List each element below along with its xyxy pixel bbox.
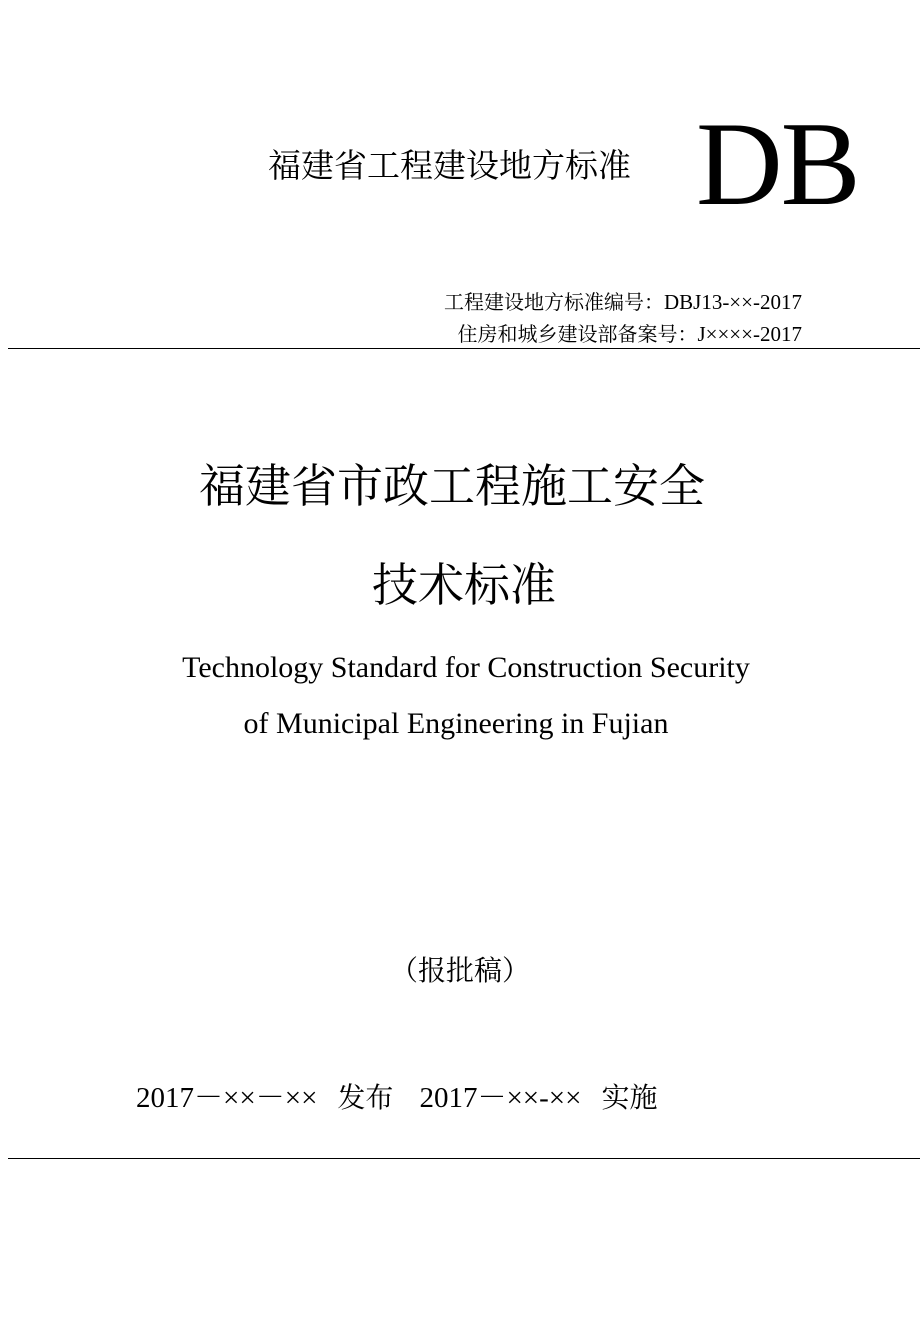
issue-date: 2017－××－×× (136, 1082, 318, 1114)
standard-number-label: 工程建设地方标准编号： (443, 290, 664, 314)
bottom-divider (8, 1158, 920, 1159)
standard-number-line (444, 289, 802, 315)
title-cn-line-2: 技术标准 (372, 558, 556, 612)
dates-line (136, 1080, 658, 1117)
filing-number-value: J××××-2017 (697, 322, 802, 346)
title-cn-line-1: 福建省市政工程施工安全 (199, 459, 705, 513)
top-divider (8, 348, 920, 349)
effective-date: 2017－××-×× (419, 1082, 582, 1114)
standard-series-title: 福建省工程建设地方标准 (268, 146, 631, 185)
title-en-line-1: Technology Standard for Construction Security (182, 651, 750, 684)
filing-number-label: 住房和城乡建设部备案号： (457, 322, 698, 346)
standard-number-value: DBJ13-××-2017 (663, 290, 802, 314)
db-mark: DB (696, 97, 859, 230)
filing-number-line (457, 321, 802, 347)
effective-label: 实施 (601, 1081, 658, 1114)
draft-status: （报批稿） (389, 954, 530, 987)
issue-label: 发布 (337, 1081, 394, 1114)
title-en-line-2: of Municipal Engineering in Fujian (243, 707, 669, 740)
